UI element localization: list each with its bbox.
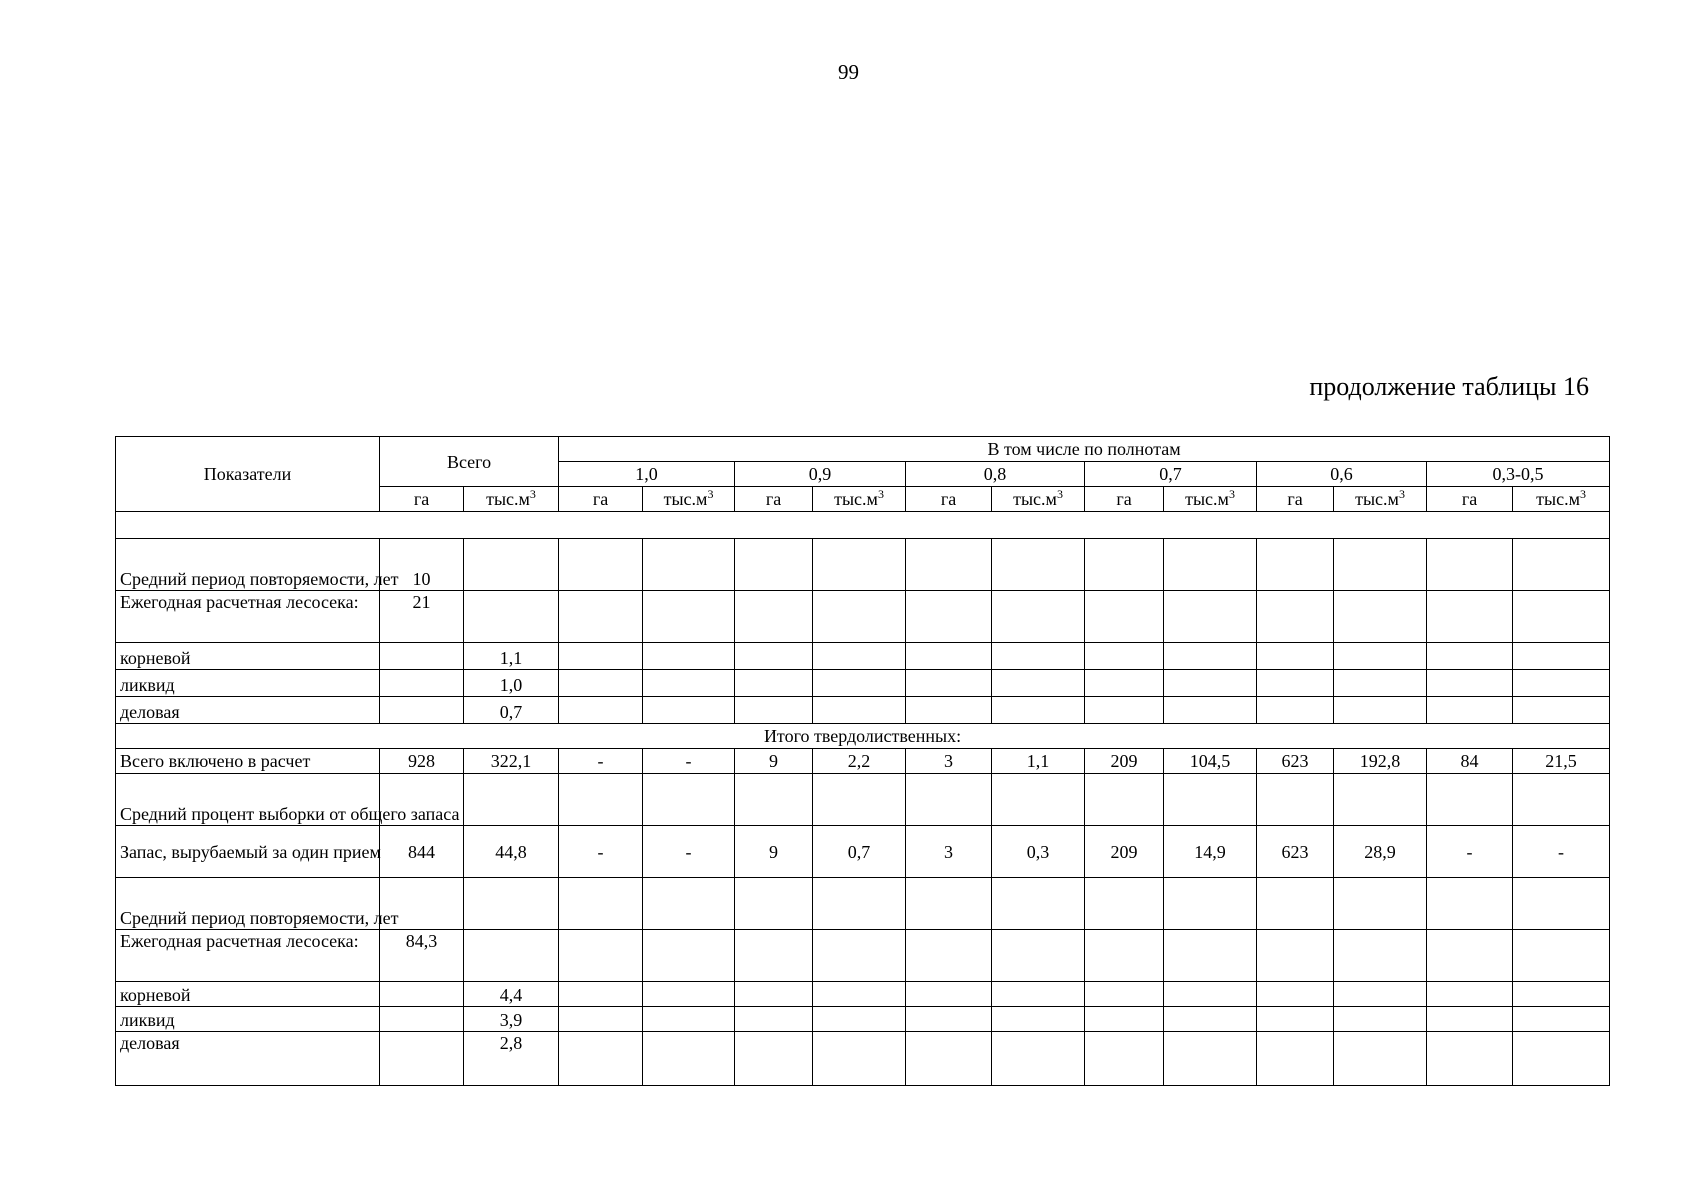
unit-superscript: 3 <box>1398 487 1405 501</box>
table-cell <box>1164 982 1257 1007</box>
table-cell <box>813 1007 906 1032</box>
table-cell <box>1334 878 1427 930</box>
table-cell <box>643 1032 735 1086</box>
table-cell <box>1164 774 1257 826</box>
table-cell: 2,2 <box>813 749 906 774</box>
table-cell <box>1334 1007 1427 1032</box>
table-cell: - <box>643 749 735 774</box>
table-cell: 14,9 <box>1164 826 1257 878</box>
table-cell <box>559 697 643 724</box>
table-cell <box>643 774 735 826</box>
table-cell <box>1334 774 1427 826</box>
table-cell <box>559 1007 643 1032</box>
table-cell <box>813 539 906 591</box>
table-cell <box>559 1032 643 1086</box>
row-label: корневой <box>116 982 380 1007</box>
table-cell <box>906 930 992 982</box>
table-cell <box>380 982 464 1007</box>
table-cell <box>643 930 735 982</box>
row-label: деловая <box>116 697 380 724</box>
table-cell: 3 <box>906 826 992 878</box>
row-label: Запас, вырубаемый за один прием <box>116 826 380 878</box>
header-unit-m3 <box>992 487 1085 512</box>
unit-superscript: 3 <box>1579 487 1586 501</box>
table-cell <box>643 1007 735 1032</box>
table-cell <box>906 982 992 1007</box>
table-cell <box>1164 697 1257 724</box>
table-cell <box>1427 643 1513 670</box>
table-row <box>116 670 1610 697</box>
row-label: Ежегодная расчетная лесосека: <box>116 591 380 643</box>
table-cell <box>1085 697 1164 724</box>
row-label: деловая <box>116 1032 380 1086</box>
table-cell <box>380 670 464 697</box>
table-cell <box>1427 982 1513 1007</box>
header-total: Всего <box>380 437 559 487</box>
table-cell <box>1085 982 1164 1007</box>
table-cell: 10 <box>380 539 464 591</box>
table-cell <box>1334 643 1427 670</box>
header-unit-m3 <box>813 487 906 512</box>
table-cell <box>559 774 643 826</box>
table-cell <box>992 1007 1085 1032</box>
header-unit-ha: га <box>380 487 464 512</box>
table-cell: 844 <box>380 826 464 878</box>
table-cell: - <box>1513 826 1610 878</box>
table-cell <box>992 591 1085 643</box>
table-cell <box>1164 591 1257 643</box>
table-cell <box>992 1032 1085 1086</box>
table-cell <box>735 774 813 826</box>
unit-superscript: 3 <box>529 487 536 501</box>
table-cell <box>1085 539 1164 591</box>
table-cell: 9 <box>735 826 813 878</box>
table-cell <box>992 539 1085 591</box>
table-cell <box>735 1007 813 1032</box>
table-cell: 4,4 <box>464 982 559 1007</box>
table-cell <box>559 591 643 643</box>
table-cell <box>1164 670 1257 697</box>
table-cell <box>1257 539 1334 591</box>
table-cell <box>1513 591 1610 643</box>
table-cell <box>906 1032 992 1086</box>
table-cell: 192,8 <box>1334 749 1427 774</box>
table-cell <box>1427 1032 1513 1086</box>
row-label: ликвид <box>116 1007 380 1032</box>
table-cell <box>906 1007 992 1032</box>
table-cell: 209 <box>1085 749 1164 774</box>
table-cell <box>735 643 813 670</box>
table-cell <box>1257 643 1334 670</box>
table-cell <box>559 539 643 591</box>
header-unit-m3 <box>643 487 735 512</box>
table-cell <box>380 1007 464 1032</box>
table-cell: - <box>559 749 643 774</box>
table-cell <box>1427 1007 1513 1032</box>
table-cell: 0,7 <box>813 826 906 878</box>
header-by-density: В том числе по полнотам <box>559 437 1610 462</box>
row-label: Ежегодная расчетная лесосека: <box>116 930 380 982</box>
table-cell <box>813 878 906 930</box>
header-unit-m3 <box>1513 487 1610 512</box>
table-cell: - <box>643 826 735 878</box>
header-indicators: Показатели <box>116 437 380 512</box>
table-cell <box>735 1032 813 1086</box>
unit-superscript: 3 <box>877 487 884 501</box>
table-cell <box>735 878 813 930</box>
table-cell <box>735 591 813 643</box>
table-cell <box>1257 930 1334 982</box>
table-cell <box>1427 591 1513 643</box>
table-cell <box>1164 643 1257 670</box>
table-cell <box>1085 591 1164 643</box>
table-cell <box>1334 670 1427 697</box>
table-cell: 84 <box>1427 749 1513 774</box>
table-cell <box>1085 1032 1164 1086</box>
table-cell <box>992 930 1085 982</box>
header-unit-m3 <box>1164 487 1257 512</box>
table-cell <box>1257 697 1334 724</box>
table-cell <box>735 539 813 591</box>
table-cell <box>1257 1032 1334 1086</box>
header-density: 0,7 <box>1085 462 1257 487</box>
table-row <box>116 1007 1610 1032</box>
table-row <box>116 643 1610 670</box>
table-cell <box>1513 930 1610 982</box>
table-cell <box>1085 643 1164 670</box>
table-cell <box>813 1032 906 1086</box>
table-cell <box>380 643 464 670</box>
header-density: 0,9 <box>735 462 906 487</box>
table-cell <box>1334 591 1427 643</box>
table-cell: 209 <box>1085 826 1164 878</box>
table-row <box>116 826 1610 878</box>
table-cell: 104,5 <box>1164 749 1257 774</box>
unit-base: тыс.м <box>1355 489 1399 509</box>
table-cell: 623 <box>1257 826 1334 878</box>
table-row <box>116 1032 1610 1086</box>
table-cell <box>1334 982 1427 1007</box>
header-unit-ha: га <box>1427 487 1513 512</box>
table-cell: 2,8 <box>464 1032 559 1086</box>
table-cell: 28,9 <box>1334 826 1427 878</box>
unit-base: тыс.м <box>1185 489 1229 509</box>
table-cell: 21,5 <box>1513 749 1610 774</box>
table-row <box>116 878 1610 930</box>
unit-superscript: 3 <box>707 487 714 501</box>
unit-base: тыс.м <box>486 489 530 509</box>
table-cell <box>1085 670 1164 697</box>
table-cell: 1,0 <box>464 670 559 697</box>
table-cell: 44,8 <box>464 826 559 878</box>
row-label: Средний процент выборки от общего запаса <box>116 774 380 826</box>
table-cell <box>1085 1007 1164 1032</box>
table-cell <box>643 982 735 1007</box>
unit-base: тыс.м <box>663 489 708 509</box>
header-unit-ha: га <box>559 487 643 512</box>
table-cell <box>813 930 906 982</box>
table-cell <box>735 930 813 982</box>
table-cell <box>464 774 559 826</box>
table-row <box>116 982 1610 1007</box>
unit-superscript: 3 <box>1056 487 1063 501</box>
table-cell <box>906 591 992 643</box>
table-cell <box>1085 878 1164 930</box>
table-cell <box>1513 1007 1610 1032</box>
table-cell <box>1513 774 1610 826</box>
table-cell: 3,9 <box>464 1007 559 1032</box>
table-cell <box>1164 1032 1257 1086</box>
header-density: 0,3-0,5 <box>1427 462 1610 487</box>
table-cell <box>1334 1032 1427 1086</box>
table-cell <box>1513 697 1610 724</box>
table-cell <box>464 878 559 930</box>
table-cell <box>1513 670 1610 697</box>
table-cell <box>1513 539 1610 591</box>
table-row <box>116 930 1610 982</box>
table-cell <box>1085 930 1164 982</box>
table-cell: 928 <box>380 749 464 774</box>
table-cell <box>1513 1032 1610 1086</box>
table-cell <box>1513 878 1610 930</box>
header-unit-ha: га <box>1085 487 1164 512</box>
table-cell <box>906 643 992 670</box>
table-cell <box>813 774 906 826</box>
table-cell <box>1427 774 1513 826</box>
table-cell <box>906 670 992 697</box>
header-unit-ha: га <box>1257 487 1334 512</box>
table-cell <box>813 670 906 697</box>
table-cell <box>380 697 464 724</box>
row-label: Всего включено в расчет <box>116 749 380 774</box>
header-unit-ha: га <box>735 487 813 512</box>
table-cell <box>643 643 735 670</box>
table-cell <box>813 982 906 1007</box>
table-cell <box>1164 539 1257 591</box>
table-row <box>116 774 1610 826</box>
table-cell <box>1257 670 1334 697</box>
table-cell <box>1164 1007 1257 1032</box>
table-cell: 0,7 <box>464 697 559 724</box>
table-cell <box>1427 878 1513 930</box>
table-cell <box>559 982 643 1007</box>
table-row <box>116 697 1610 724</box>
table-cell <box>1334 930 1427 982</box>
table-cell <box>559 643 643 670</box>
table-cell <box>559 670 643 697</box>
unit-base: тыс.м <box>834 489 878 509</box>
table-cell <box>643 878 735 930</box>
row-label: ликвид <box>116 670 380 697</box>
unit-base: тыс.м <box>1013 489 1057 509</box>
table-cell: 1,1 <box>464 643 559 670</box>
table-cell <box>1427 930 1513 982</box>
data-table <box>115 436 1610 1086</box>
empty-cell <box>116 512 1610 539</box>
table-cell: 9 <box>735 749 813 774</box>
table-cell <box>813 591 906 643</box>
table-row <box>116 539 1610 591</box>
table-cell: 322,1 <box>464 749 559 774</box>
section-row <box>116 724 1610 749</box>
table-row <box>116 591 1610 643</box>
table-cell: - <box>1427 826 1513 878</box>
table-cell: 84,3 <box>380 930 464 982</box>
table-cell: 21 <box>380 591 464 643</box>
table-cell <box>906 774 992 826</box>
table-cell <box>992 643 1085 670</box>
table-cell <box>464 930 559 982</box>
table-cell <box>643 670 735 697</box>
table-cell <box>1257 982 1334 1007</box>
table-cell <box>906 539 992 591</box>
row-label: Средний период повторяемости, лет <box>116 878 380 930</box>
header-unit-ha: га <box>906 487 992 512</box>
row-label: Средний период повторяемости, лет <box>116 539 380 591</box>
table-cell <box>643 697 735 724</box>
table-row <box>116 749 1610 774</box>
table-cell <box>735 697 813 724</box>
table-cell <box>1427 697 1513 724</box>
table-cell <box>813 697 906 724</box>
header-density: 0,6 <box>1257 462 1427 487</box>
table-cell: 3 <box>906 749 992 774</box>
table-cell <box>992 670 1085 697</box>
table-cell <box>643 539 735 591</box>
table-cell <box>380 1032 464 1086</box>
header-density: 0,8 <box>906 462 1085 487</box>
table-cell <box>906 697 992 724</box>
header-unit-m3 <box>464 487 559 512</box>
table-cell <box>1334 539 1427 591</box>
table-cell <box>1257 878 1334 930</box>
table-cell <box>1164 930 1257 982</box>
table-cell: 0,3 <box>992 826 1085 878</box>
table-cell <box>992 774 1085 826</box>
table-cell <box>559 930 643 982</box>
row-label: корневой <box>116 643 380 670</box>
table-cell <box>1513 982 1610 1007</box>
table-cell <box>464 539 559 591</box>
table-cell: - <box>559 826 643 878</box>
table-cell <box>906 878 992 930</box>
table-caption: продолжение таблицы 16 <box>1309 372 1589 401</box>
unit-superscript: 3 <box>1228 487 1235 501</box>
table-cell <box>1334 697 1427 724</box>
unit-base: тыс.м <box>1536 489 1580 509</box>
table-cell <box>1427 670 1513 697</box>
table-cell <box>1257 591 1334 643</box>
table-cell <box>1427 539 1513 591</box>
table-cell <box>1085 774 1164 826</box>
table-cell <box>992 878 1085 930</box>
table-cell <box>464 591 559 643</box>
table-cell <box>1257 1007 1334 1032</box>
table-cell <box>813 643 906 670</box>
table-cell: 1,1 <box>992 749 1085 774</box>
table-cell <box>992 697 1085 724</box>
header-density: 1,0 <box>559 462 735 487</box>
table-cell <box>735 670 813 697</box>
table-cell <box>1164 878 1257 930</box>
table-cell: 623 <box>1257 749 1334 774</box>
header-unit-m3 <box>1334 487 1427 512</box>
table-cell <box>1513 643 1610 670</box>
page-number: 99 <box>838 60 859 84</box>
section-title: Итого твердолиственных: <box>116 724 1610 749</box>
empty-row <box>116 512 1610 539</box>
table-cell <box>992 982 1085 1007</box>
table-cell <box>643 591 735 643</box>
table-cell <box>1257 774 1334 826</box>
table-cell <box>559 878 643 930</box>
table-cell <box>735 982 813 1007</box>
